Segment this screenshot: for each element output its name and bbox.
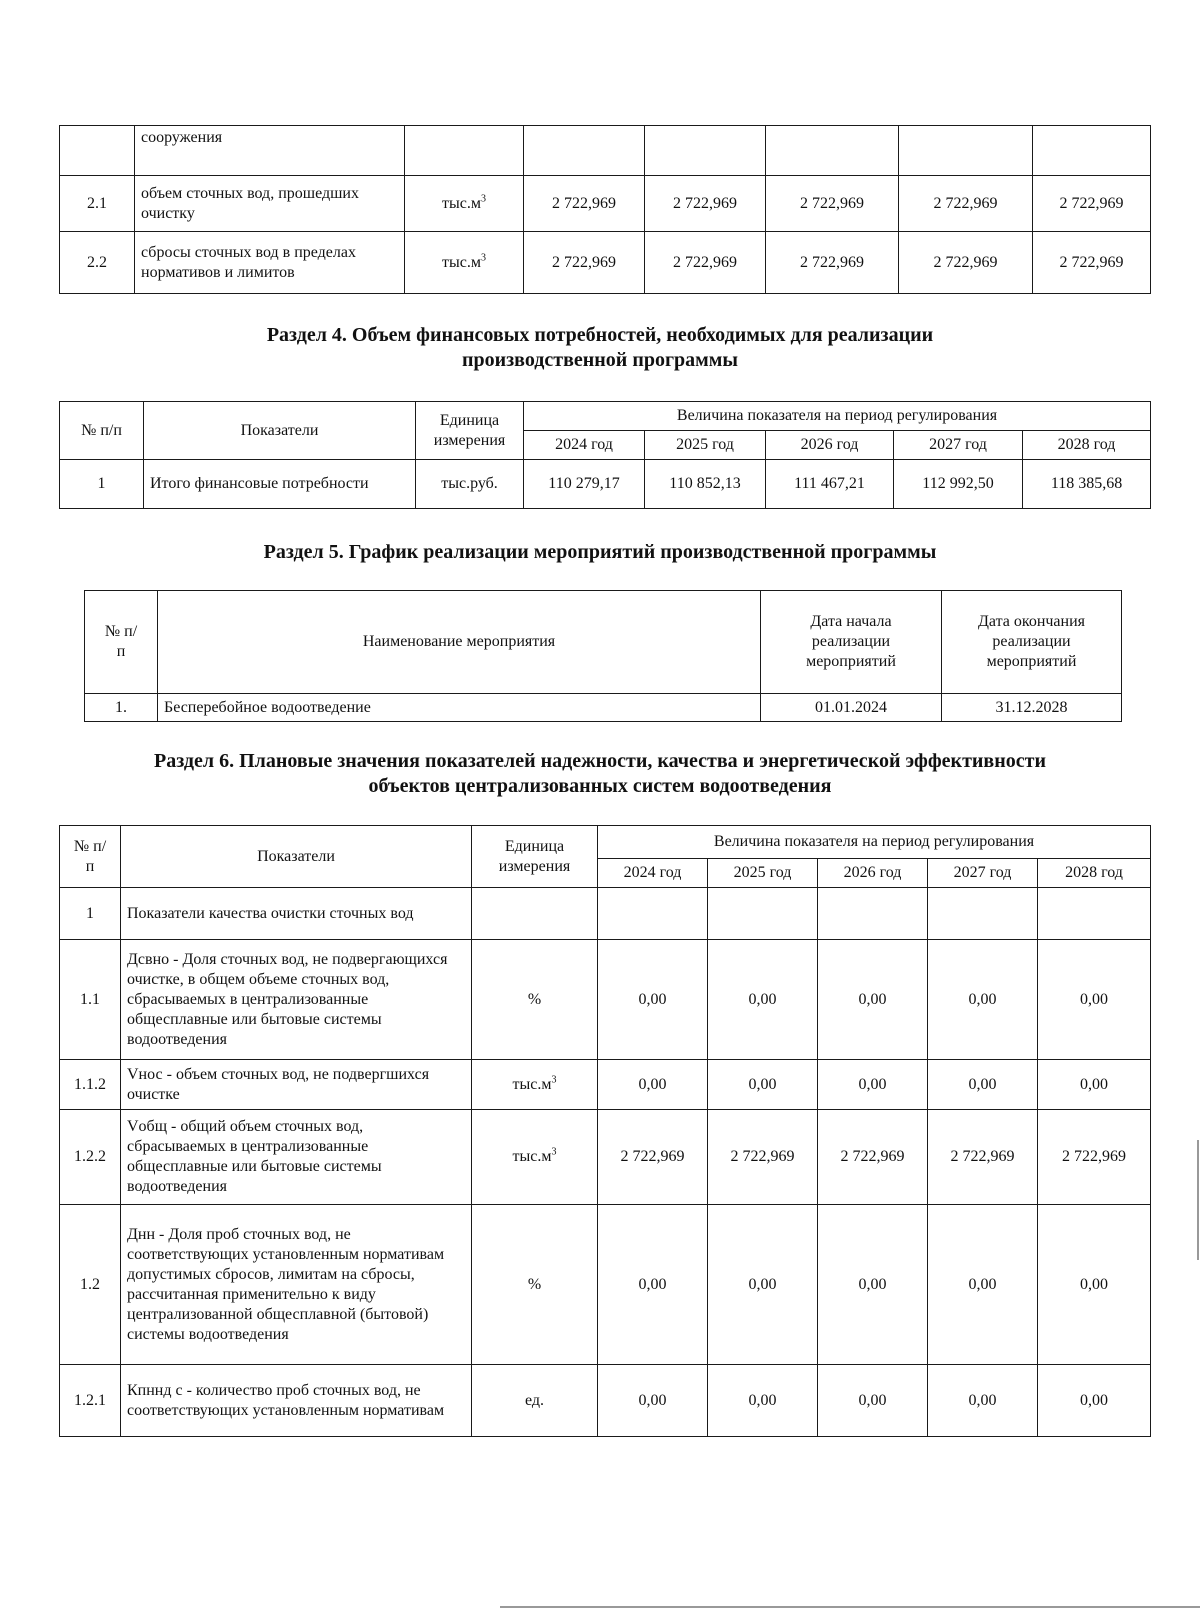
- unit-cell: %: [472, 940, 598, 1060]
- scan-bottom-line: [500, 1606, 1200, 1608]
- row-number: 1.2.1: [60, 1365, 121, 1437]
- column-header-year: 2028 год: [1023, 431, 1151, 460]
- table-row: [60, 940, 1151, 1060]
- row-number: 1.1.2: [60, 1060, 121, 1110]
- value-cell: 0,00: [1038, 1060, 1151, 1110]
- row-number: 1: [60, 460, 144, 509]
- column-header-year: 2026 год: [766, 431, 894, 460]
- value-cell: 0,00: [928, 1205, 1038, 1365]
- indicator-name: Vобщ - общий объем сточных вод, сбрасываемых в централизованные общесплавные или бытовые системы водоотведения: [121, 1110, 472, 1205]
- unit-cell: $тыс.м^3$: [472, 1110, 598, 1205]
- value-cell: 0,00: [598, 1205, 708, 1365]
- measure-name: Бесперебойное водоотведение: [158, 694, 761, 722]
- row-number: 1.2: [60, 1205, 121, 1365]
- table-row: [60, 1110, 1151, 1205]
- value-cell: [766, 126, 899, 176]
- value-cell: [598, 888, 708, 940]
- indicator-name: Итого финансовые потребности: [144, 460, 416, 509]
- value-cell: 2 722,969: [645, 176, 766, 232]
- value-cell: [645, 126, 766, 176]
- unit-cell: $тыс.м^3$: [472, 1060, 598, 1110]
- value-cell: 2 722,969: [899, 232, 1033, 294]
- value-cell: [524, 126, 645, 176]
- column-header-year: 2025 год: [645, 431, 766, 460]
- column-header-period: Величина показателя на период регулирования: [598, 826, 1151, 859]
- column-header-end: Дата окончания реализации мероприятий: [942, 591, 1122, 694]
- value-cell: 0,00: [818, 1205, 928, 1365]
- value-cell: 112 992,50: [894, 460, 1023, 509]
- value-cell: 2 722,969: [524, 176, 645, 232]
- column-header-name: Показатели: [121, 826, 472, 888]
- value-cell: 2 722,969: [1033, 176, 1151, 232]
- indicator-name: Vнос - объем сточных вод, не подвергшихся очистке: [121, 1060, 472, 1110]
- value-cell: 0,00: [708, 1365, 818, 1437]
- value-cell: 0,00: [598, 1365, 708, 1437]
- column-header-num: № п/п: [60, 402, 144, 460]
- column-header-period: Величина показателя на период регулирования: [524, 402, 1151, 431]
- schedule-table: [84, 590, 1122, 722]
- value-cell: 0,00: [818, 1365, 928, 1437]
- column-header-year: 2028 год: [1038, 859, 1151, 888]
- unit-cell: ед.: [472, 1365, 598, 1437]
- row-number: 1.: [85, 694, 158, 722]
- column-header-year: 2024 год: [598, 859, 708, 888]
- value-cell: 0,00: [1038, 1365, 1151, 1437]
- value-cell: [818, 888, 928, 940]
- value-cell: 0,00: [1038, 1205, 1151, 1365]
- value-cell: 2 722,969: [524, 232, 645, 294]
- table-row: [60, 1365, 1151, 1437]
- value-cell: 2 722,969: [598, 1110, 708, 1205]
- value-cell: 0,00: [928, 940, 1038, 1060]
- value-cell: 0,00: [928, 1060, 1038, 1110]
- table-row: [60, 1060, 1151, 1110]
- value-cell: 2 722,969: [818, 1110, 928, 1205]
- value-cell: 0,00: [598, 1060, 708, 1110]
- start-date: 01.01.2024: [761, 694, 942, 722]
- column-header-unit: Единица измерения: [472, 826, 598, 888]
- table-row: [60, 176, 1151, 232]
- value-cell: 2 722,969: [1033, 232, 1151, 294]
- header-row: [60, 826, 1151, 859]
- value-cell: 0,00: [708, 940, 818, 1060]
- value-cell: 2 722,969: [766, 176, 899, 232]
- indicator-name: Днн - Доля проб сточных вод, не соответствующих установленным нормативам допустимых сбросов, лимитам на сбросы, рассчитанная применительно к виду централизованной общесплавной (бытовой) системы водоотведения: [121, 1205, 472, 1365]
- value-cell: [928, 888, 1038, 940]
- unit-cell: $тыс.м^3$: [405, 176, 524, 232]
- value-cell: 110 852,13: [645, 460, 766, 509]
- indicator-name: Кпннд с - количество проб сточных вод, не соответствующих установленным нормативам: [121, 1365, 472, 1437]
- indicator-name: сбросы сточных вод в пределах нормативов и лимитов: [135, 232, 405, 294]
- value-cell: 118 385,68: [1023, 460, 1151, 509]
- value-cell: [708, 888, 818, 940]
- unit-cell: $тыс.м^3$: [405, 232, 524, 294]
- table-row: [60, 888, 1151, 940]
- end-date: 31.12.2028: [942, 694, 1122, 722]
- indicators-table: [59, 825, 1151, 1437]
- value-cell: 2 722,969: [899, 176, 1033, 232]
- row-number: 1: [60, 888, 121, 940]
- value-cell: 111 467,21: [766, 460, 894, 509]
- column-header-name: Показатели: [144, 402, 416, 460]
- column-header-year: 2025 год: [708, 859, 818, 888]
- header-row: [60, 402, 1151, 431]
- value-cell: 0,00: [708, 1205, 818, 1365]
- value-cell: 0,00: [928, 1365, 1038, 1437]
- row-number: 1.1: [60, 940, 121, 1060]
- value-cell: [1033, 126, 1151, 176]
- indicator-name: Дсвно - Доля сточных вод, не подвергающихся очистке, в общем объеме сточных вод, сбрасываемых в централизованные общесплавные или бытовые системы водоотведения: [121, 940, 472, 1060]
- unit-cell: %: [472, 1205, 598, 1365]
- column-header-unit: Единица измерения: [416, 402, 524, 460]
- financial-needs-table: [59, 401, 1151, 509]
- column-header-year: 2027 год: [928, 859, 1038, 888]
- value-cell: 2 722,969: [708, 1110, 818, 1205]
- continuation-table: [59, 125, 1151, 294]
- column-header-num: № п/п: [85, 591, 158, 694]
- value-cell: 2 722,969: [928, 1110, 1038, 1205]
- column-header-start: Дата начала реализации мероприятий: [761, 591, 942, 694]
- value-cell: 2 722,969: [645, 232, 766, 294]
- column-header-year: 2026 год: [818, 859, 928, 888]
- value-cell: 2 722,969: [766, 232, 899, 294]
- row-number: 2.2: [60, 232, 135, 294]
- column-header-year: 2024 год: [524, 431, 645, 460]
- value-cell: 110 279,17: [524, 460, 645, 509]
- column-header-year: 2027 год: [894, 431, 1023, 460]
- row-number: 2.1: [60, 176, 135, 232]
- header-row: [85, 591, 1122, 694]
- value-cell: 0,00: [708, 1060, 818, 1110]
- section6-title: Раздел 6. Плановые значения показателей надежности, качества и энергетической эффективности объектов централизованных систем водоотведения: [154, 750, 1046, 797]
- value-cell: [1038, 888, 1151, 940]
- indicator-name: сооружения: [135, 126, 405, 176]
- section5-title: Раздел 5. График реализации мероприятий производственной программы: [263, 541, 937, 563]
- unit-cell: тыс.руб.: [416, 460, 524, 509]
- table-row: [60, 1205, 1151, 1365]
- indicator-name: Показатели качества очистки сточных вод: [121, 888, 472, 940]
- table-row: [60, 126, 1151, 176]
- table-row: [60, 460, 1151, 509]
- row-number: 1.2.2: [60, 1110, 121, 1205]
- value-cell: 0,00: [818, 940, 928, 1060]
- unit-cell: [472, 888, 598, 940]
- unit-cell: [405, 126, 524, 176]
- value-cell: 0,00: [818, 1060, 928, 1110]
- table-row: [85, 694, 1122, 722]
- column-header-name: Наименование мероприятия: [158, 591, 761, 694]
- table-row: [60, 232, 1151, 294]
- indicator-name: объем сточных вод, прошедших очистку: [135, 176, 405, 232]
- value-cell: 0,00: [1038, 940, 1151, 1060]
- row-number: [60, 126, 135, 176]
- value-cell: 2 722,969: [1038, 1110, 1151, 1205]
- scan-edge-line: [1197, 1140, 1199, 1260]
- value-cell: [899, 126, 1033, 176]
- section4-title: Раздел 4. Объем финансовых потребностей, необходимых для реализации производственной программы: [266, 324, 934, 371]
- column-header-num: № п/п: [60, 826, 121, 888]
- value-cell: 0,00: [598, 940, 708, 1060]
